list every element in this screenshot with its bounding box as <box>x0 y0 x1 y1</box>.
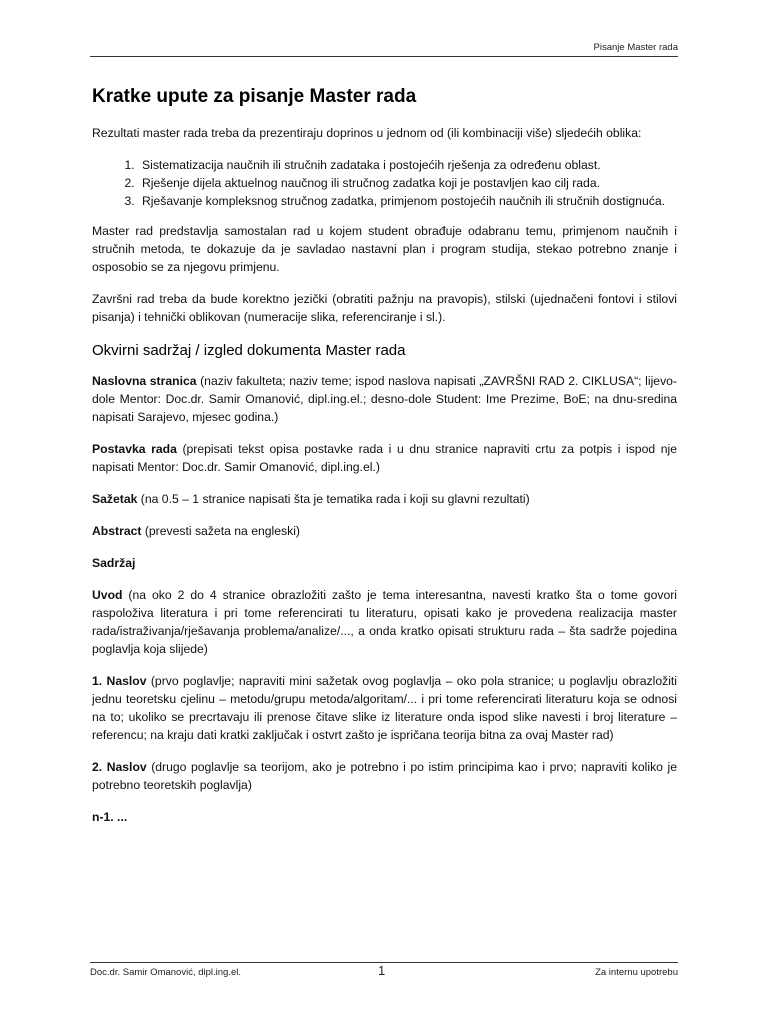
section-sadrzaj <box>92 554 677 572</box>
section-naslov-1 <box>92 672 677 744</box>
section-naslovna <box>92 372 677 426</box>
section-label: 1. Naslov <box>92 674 147 688</box>
section-text: (prepisati tekst opisa postavke rada i u dnu stranice napraviti crtu za potpis i ispod nje napisati Mentor: Doc.dr. Samir Omanović, dipl.ing.el.) <box>92 442 677 474</box>
list-item: 2. Rješenje dijela aktuelnog naučnog ili stručnog zadatka koji je postavljen kao cilj rada. <box>138 174 677 192</box>
footer-note: Za internu upotrebu <box>595 967 678 978</box>
section-label: Uvod <box>92 588 123 602</box>
section-label: Abstract <box>92 524 142 538</box>
section-n-1 <box>92 808 677 826</box>
section-label: Sažetak <box>92 492 138 506</box>
section-subtitle: Okvirni sadržaj / izgled dokumenta Master rada <box>92 342 406 359</box>
contribution-list <box>92 156 677 210</box>
header-divider <box>90 56 678 57</box>
section-label: 2. Naslov <box>92 760 147 774</box>
document-title: Kratke upute za pisanje Master rada <box>92 86 417 107</box>
section-text: (naziv fakulteta; naziv teme; ispod naslova napisati „ZAVRŠNI RAD 2. CIKLUSA“; lijevo-dole Mentor: Doc.dr. Samir Omanović, dipl.ing.el.; desno-dole Student: Ime Prezime, BoE; na dnu-sredina napisati Sarajevo, mjesec godina.) <box>92 374 677 424</box>
section-postavka <box>92 440 677 476</box>
section-abstract <box>92 522 677 540</box>
section-naslov-2 <box>92 758 677 794</box>
section-uvod <box>92 586 677 658</box>
intro-paragraph: Rezultati master rada treba da prezentiraju doprinos u jednom od (ili kombinaciji više) sljedećih oblika: <box>92 126 642 140</box>
page-header: Pisanje Master rada <box>593 42 678 53</box>
master-paragraph: Master rad predstavlja samostalan rad u kojem student obrađuje odabranu temu, primjenom naučnih i stručnih metoda, te dokazuje da je savladao nastavni plan i program studija, stekao potrebno znanje i osposobio se za njegovu primjenu. <box>92 224 677 274</box>
section-label: n-1. ... <box>92 810 128 824</box>
page-number: 1 <box>378 963 386 978</box>
section-text: (prvo poglavlje; napraviti mini sažetak ovog poglavlja – oko pola stranice; u poglavlju obrazložiti jednu teoretsku cjelinu – metodu/grupu metoda/algoritam/... i pri tome referencirati literaturu koja se odnosi na to; ukoliko se precrtavaju ili prenose čitave slike iz literature onda ispod slike navesti i broj literature – referencu; na kraju dati kratki zaključak i ostvrt zašto je ispričana teorija bitna za ovaj Master rad) <box>92 674 677 742</box>
list-item: 3. Rješavanje kompleksnog stručnog zadatka, primjenom postojećih naučnih ili stručnih dostignuća. <box>138 192 677 210</box>
section-label: Postavka rada <box>92 442 177 456</box>
section-text: (na 0.5 – 1 stranice napisati šta je tematika rada i koji su glavni rezultati) <box>137 492 530 506</box>
section-label: Sadržaj <box>92 556 136 570</box>
zavrsni-paragraph: Završni rad treba da bude korektno jezički (obratiti pažnju na pravopis), stilski (ujednačeni fontovi i stilovi pisanja) i tehnički oblikovan (numeracije slika, referenciranje i sl.). <box>92 292 677 324</box>
document-body <box>92 84 677 840</box>
footer-author: Doc.dr. Samir Omanović, dipl.ing.el. <box>90 967 242 978</box>
section-sazetak <box>92 490 677 508</box>
section-text: (drugo poglavlje sa teorijom, ako je potrebno i po istim principima kao i prvo; napraviti koliko je potrebno teoretskih poglavlja) <box>92 760 677 792</box>
section-label: Naslovna stranica <box>92 374 197 388</box>
list-item: 1. Sistematizacija naučnih ili stručnih zadataka i postojećih rješenja za određenu oblast. <box>138 156 677 174</box>
section-text: (na oko 2 do 4 stranice obrazložiti zašto je tema interesantna, navesti kratko šta o tome govori raspoloživa literatura i pri tome referencirati tu literaturu, opisati kako je provedena realizacija master rada/istraživanja/rješavanja problema/analize/..., a onda kratko opisati strukturu rada – šta sadrže pojedina poglavlja koja slijede) <box>92 588 677 656</box>
section-text: (prevesti sažeta na engleski) <box>141 524 300 538</box>
